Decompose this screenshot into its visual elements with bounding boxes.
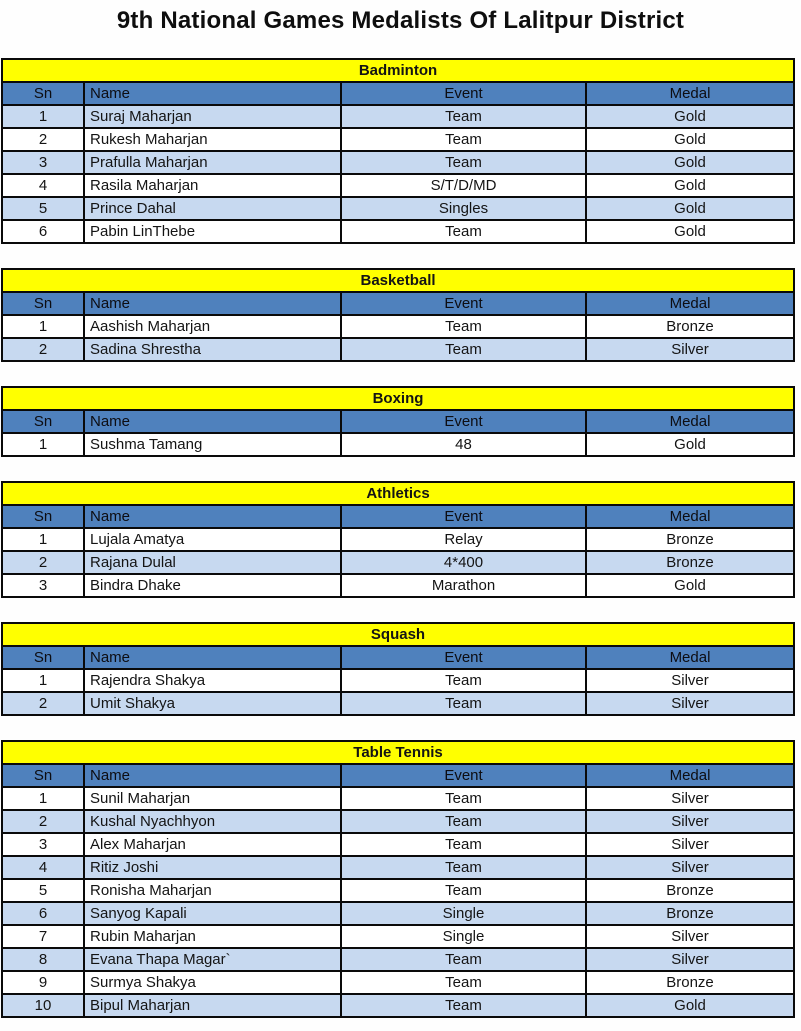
sn-cell: 2	[2, 551, 84, 574]
column-header-event: Event	[341, 410, 586, 433]
name-cell: Suraj Maharjan	[84, 105, 341, 128]
column-header-medal: Medal	[586, 82, 794, 105]
name-cell: Bindra Dhake	[84, 574, 341, 597]
column-header-name: Name	[84, 764, 341, 787]
sport-table-badminton	[1, 58, 795, 244]
event-cell: Team	[341, 879, 586, 902]
event-cell: Team	[341, 810, 586, 833]
name-cell: Rukesh Maharjan	[84, 128, 341, 151]
sport-band-label: Boxing	[2, 387, 794, 410]
sn-cell: 6	[2, 220, 84, 243]
medal-cell: Silver	[586, 833, 794, 856]
event-cell: Team	[341, 856, 586, 879]
column-header-sn: Sn	[2, 646, 84, 669]
name-cell: Surmya Shakya	[84, 971, 341, 994]
sn-cell: 7	[2, 925, 84, 948]
name-cell: Rubin Maharjan	[84, 925, 341, 948]
sport-table-boxing	[1, 386, 795, 457]
event-cell: Team	[341, 315, 586, 338]
table-row	[2, 810, 794, 833]
sn-cell: 9	[2, 971, 84, 994]
medal-cell: Silver	[586, 787, 794, 810]
sn-cell: 1	[2, 105, 84, 128]
sn-cell: 2	[2, 810, 84, 833]
medal-cell: Gold	[586, 105, 794, 128]
sn-cell: 4	[2, 174, 84, 197]
table-row	[2, 151, 794, 174]
column-header-name: Name	[84, 505, 341, 528]
medal-cell: Gold	[586, 574, 794, 597]
sn-cell: 3	[2, 833, 84, 856]
table-row	[2, 574, 794, 597]
sn-cell: 2	[2, 692, 84, 715]
name-cell: Bipul Maharjan	[84, 994, 341, 1017]
medal-cell: Gold	[586, 174, 794, 197]
column-header-event: Event	[341, 82, 586, 105]
name-cell: Pabin LinThebe	[84, 220, 341, 243]
sport-band-label: Badminton	[2, 59, 794, 82]
sport-table-squash	[1, 622, 795, 716]
name-cell: Prince Dahal	[84, 197, 341, 220]
column-header-medal: Medal	[586, 505, 794, 528]
table-row	[2, 220, 794, 243]
sn-cell: 5	[2, 879, 84, 902]
event-cell: S/T/D/MD	[341, 174, 586, 197]
sport-band-label: Basketball	[2, 269, 794, 292]
name-cell: Kushal Nyachhyon	[84, 810, 341, 833]
event-cell: Marathon	[341, 574, 586, 597]
event-cell: Team	[341, 220, 586, 243]
medal-cell: Gold	[586, 433, 794, 456]
sn-cell: 10	[2, 994, 84, 1017]
sn-cell: 5	[2, 197, 84, 220]
sn-cell: 1	[2, 528, 84, 551]
event-cell: Team	[341, 833, 586, 856]
event-cell: Team	[341, 128, 586, 151]
table-row	[2, 128, 794, 151]
sn-cell: 4	[2, 856, 84, 879]
sn-cell: 1	[2, 433, 84, 456]
medal-cell: Silver	[586, 856, 794, 879]
event-cell: Team	[341, 787, 586, 810]
column-header-sn: Sn	[2, 410, 84, 433]
table-row	[2, 338, 794, 361]
name-cell: Rajana Dulal	[84, 551, 341, 574]
medal-cell: Bronze	[586, 971, 794, 994]
table-row	[2, 971, 794, 994]
table-row	[2, 197, 794, 220]
column-header-event: Event	[341, 292, 586, 315]
column-header-name: Name	[84, 410, 341, 433]
table-row	[2, 105, 794, 128]
event-cell: 48	[341, 433, 586, 456]
sport-table-basketball	[1, 268, 795, 362]
event-cell: Team	[341, 971, 586, 994]
name-cell: Rasila Maharjan	[84, 174, 341, 197]
column-header-event: Event	[341, 646, 586, 669]
table-row	[2, 315, 794, 338]
name-cell: Alex Maharjan	[84, 833, 341, 856]
sn-cell: 8	[2, 948, 84, 971]
name-cell: Sunil Maharjan	[84, 787, 341, 810]
table-row	[2, 669, 794, 692]
event-cell: Team	[341, 692, 586, 715]
column-header-medal: Medal	[586, 410, 794, 433]
column-header-sn: Sn	[2, 505, 84, 528]
column-header-medal: Medal	[586, 646, 794, 669]
table-row	[2, 787, 794, 810]
table-row	[2, 692, 794, 715]
table-row	[2, 528, 794, 551]
sport-table-athletics	[1, 481, 795, 598]
event-cell: Single	[341, 925, 586, 948]
name-cell: Sanyog Kapali	[84, 902, 341, 925]
sn-cell: 1	[2, 669, 84, 692]
event-cell: Single	[341, 902, 586, 925]
sport-band-label: Squash	[2, 623, 794, 646]
event-cell: Team	[341, 151, 586, 174]
table-row	[2, 948, 794, 971]
name-cell: Rajendra Shakya	[84, 669, 341, 692]
sport-band-label: Table Tennis	[2, 741, 794, 764]
name-cell: Sadina Shrestha	[84, 338, 341, 361]
sn-cell: 3	[2, 574, 84, 597]
sn-cell: 1	[2, 315, 84, 338]
name-cell: Lujala Amatya	[84, 528, 341, 551]
medal-cell: Silver	[586, 925, 794, 948]
event-cell: Singles	[341, 197, 586, 220]
column-header-medal: Medal	[586, 764, 794, 787]
medal-cell: Bronze	[586, 315, 794, 338]
name-cell: Prafulla Maharjan	[84, 151, 341, 174]
table-row	[2, 994, 794, 1017]
column-header-name: Name	[84, 82, 341, 105]
column-header-event: Event	[341, 505, 586, 528]
event-cell: Team	[341, 338, 586, 361]
name-cell: Evana Thapa Magar`	[84, 948, 341, 971]
name-cell: Aashish Maharjan	[84, 315, 341, 338]
medal-cell: Silver	[586, 692, 794, 715]
event-cell: Relay	[341, 528, 586, 551]
medal-cell: Bronze	[586, 551, 794, 574]
table-row	[2, 551, 794, 574]
medal-cell: Gold	[586, 197, 794, 220]
sn-cell: 6	[2, 902, 84, 925]
table-row	[2, 879, 794, 902]
medal-cell: Silver	[586, 810, 794, 833]
table-row	[2, 856, 794, 879]
sn-cell: 2	[2, 128, 84, 151]
sn-cell: 1	[2, 787, 84, 810]
column-header-sn: Sn	[2, 764, 84, 787]
tables-container	[1, 58, 801, 1018]
table-row	[2, 433, 794, 456]
table-row	[2, 925, 794, 948]
name-cell: Ritiz Joshi	[84, 856, 341, 879]
medal-cell: Gold	[586, 220, 794, 243]
column-header-event: Event	[341, 764, 586, 787]
name-cell: Ronisha Maharjan	[84, 879, 341, 902]
medal-cell: Bronze	[586, 902, 794, 925]
table-row	[2, 174, 794, 197]
medal-cell: Silver	[586, 669, 794, 692]
table-row	[2, 902, 794, 925]
name-cell: Umit Shakya	[84, 692, 341, 715]
medal-cell: Silver	[586, 948, 794, 971]
table-row	[2, 833, 794, 856]
event-cell: Team	[341, 948, 586, 971]
column-header-name: Name	[84, 646, 341, 669]
medal-cell: Gold	[586, 994, 794, 1017]
event-cell: Team	[341, 669, 586, 692]
medal-cell: Silver	[586, 338, 794, 361]
column-header-medal: Medal	[586, 292, 794, 315]
column-header-sn: Sn	[2, 292, 84, 315]
medal-cell: Bronze	[586, 528, 794, 551]
sport-band-label: Athletics	[2, 482, 794, 505]
medal-cell: Bronze	[586, 879, 794, 902]
sn-cell: 3	[2, 151, 84, 174]
column-header-sn: Sn	[2, 82, 84, 105]
event-cell: Team	[341, 105, 586, 128]
column-header-name: Name	[84, 292, 341, 315]
medal-cell: Gold	[586, 128, 794, 151]
name-cell: Sushma Tamang	[84, 433, 341, 456]
sport-table-table-tennis	[1, 740, 795, 1018]
page-title: 9th National Games Medalists Of Lalitpur District	[116, 7, 685, 34]
sn-cell: 2	[2, 338, 84, 361]
medal-cell: Gold	[586, 151, 794, 174]
event-cell: 4*400	[341, 551, 586, 574]
event-cell: Team	[341, 994, 586, 1017]
